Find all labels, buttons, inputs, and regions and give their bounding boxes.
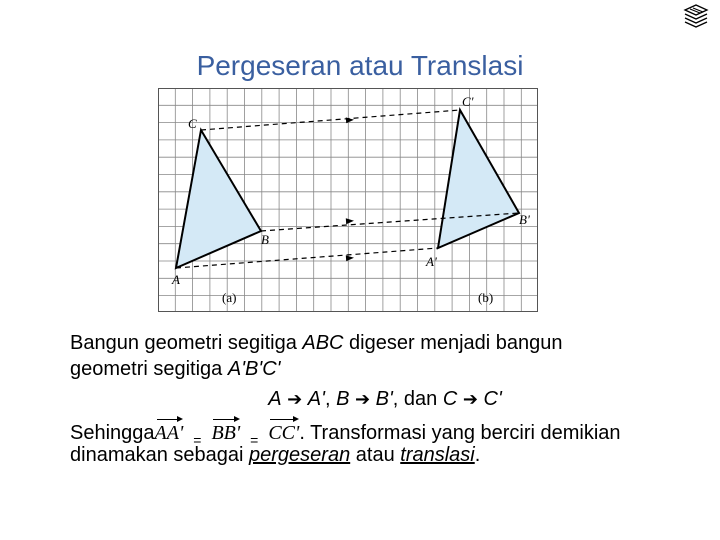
vertex-label-a: A xyxy=(172,272,180,287)
right-arrow-icon: ➔ xyxy=(354,389,371,410)
vector-cc-prime: CC' xyxy=(268,416,299,446)
right-arrow-icon: ➔ xyxy=(287,389,303,410)
translation-arrow-c xyxy=(201,110,460,130)
translation-figure xyxy=(158,88,538,312)
figure-part-b-label: (b) xyxy=(478,290,494,305)
vertex-label-c: C xyxy=(188,116,197,131)
paragraph-line-2: geometri segitiga A'B'C' xyxy=(70,358,281,380)
vector-bb-prime: BB' xyxy=(211,416,240,446)
paragraph-line-5: dinamakan sebagai pergeseran atau translasi. xyxy=(70,444,481,466)
vertex-label-b-prime: B' xyxy=(519,212,530,227)
vertex-label-c-prime: C' xyxy=(462,94,474,109)
page-title: Pergeseran atau Translasi xyxy=(196,50,524,81)
triangle-abc xyxy=(176,130,261,268)
paragraph-line-1: Bangun geometri segitiga ABC digeser menjadi bangun xyxy=(70,332,563,354)
figure-part-a-label: (a) xyxy=(222,290,237,305)
vertex-label-a-prime: A' xyxy=(426,254,437,269)
vertex-label-b: B xyxy=(261,232,269,247)
triangle-abc-image xyxy=(438,110,519,248)
body-text xyxy=(70,330,700,468)
paragraph-line-4: SehinggaAA' $_=$ BB' $_=$ CC'. Transformasi yang berciri demikian xyxy=(70,416,700,442)
vector-aa-prime: AA' xyxy=(155,416,184,446)
right-arrow-icon: ➔ xyxy=(462,389,478,410)
book-stack-icon xyxy=(682,4,710,28)
mapping-line: A ➔ A', B ➔ B', dan C ➔ C' xyxy=(268,388,502,410)
